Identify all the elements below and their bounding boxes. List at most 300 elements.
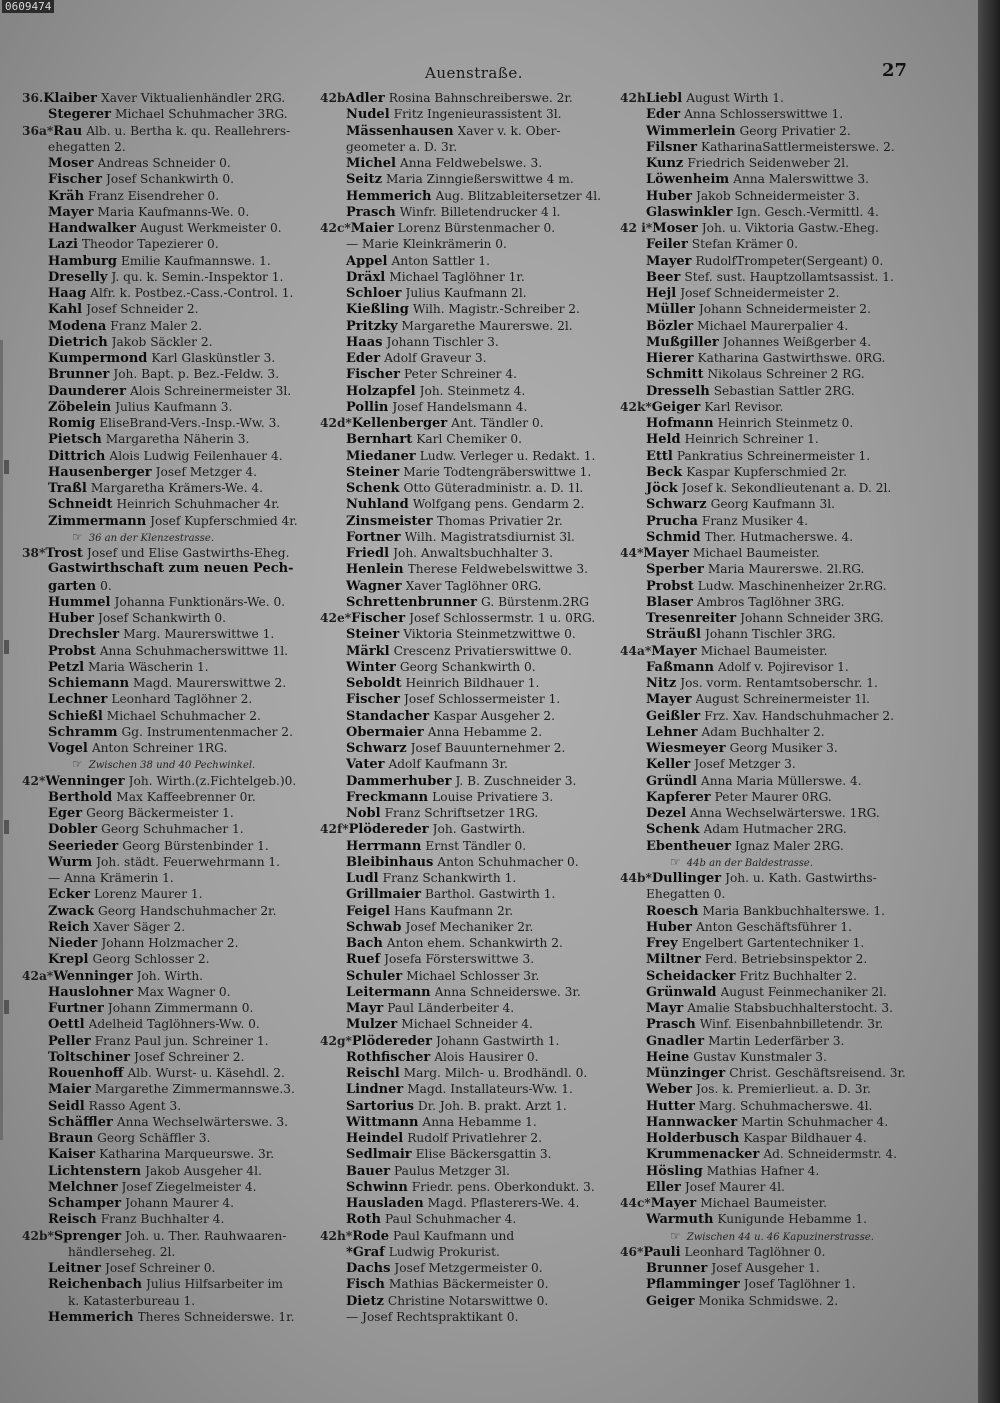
directory-entry <box>620 513 912 529</box>
resident-details: Christine Notarswittwe 0. <box>387 1293 549 1308</box>
resident-surname: Eller <box>646 1179 681 1195</box>
resident-details: Wilh. Magistr.-Schreiber 2. <box>412 302 580 317</box>
directory-entry <box>620 1276 912 1292</box>
directory-entry <box>320 1179 616 1195</box>
resident-details: Christ. Geschäftsreisend. 3r. <box>729 1066 906 1080</box>
resident-surname: Lichtenstern <box>48 1163 142 1179</box>
directory-entry <box>22 1163 314 1179</box>
resident-details: Adolf Graveur 3. <box>384 351 487 365</box>
resident-details: Anna Wechselwärterswe. 3. <box>116 1114 288 1129</box>
directory-entry <box>22 155 314 171</box>
resident-surname: Wimmerlein <box>646 123 736 139</box>
resident-surname: Dezel <box>646 806 687 821</box>
resident-surname: Mayer <box>646 692 692 708</box>
resident-surname: Fischer <box>346 367 400 383</box>
resident-surname: Hemmerich <box>48 1309 134 1325</box>
resident-details: Max Wagner 0. <box>137 984 231 999</box>
resident-details: Nikolaus Schreiner 2 RG. <box>707 367 865 382</box>
resident-details: Paul Länderbeiter 4. <box>387 1001 515 1015</box>
resident-surname: Haag <box>48 286 87 301</box>
directory-entry <box>620 171 912 187</box>
resident-surname: Grünwald <box>646 984 717 1000</box>
resident-details: Therese Feldwebelswittwe 3. <box>407 562 588 577</box>
directory-entry <box>22 789 314 805</box>
resident-surname: Holderbusch <box>646 1131 740 1146</box>
resident-details: Kaspar Bildhauer 4. <box>743 1131 867 1145</box>
directory-entry <box>320 1033 616 1049</box>
directory-entry <box>620 870 912 886</box>
resident-details: Crescenz Privatierswittwe 0. <box>393 643 572 658</box>
resident-surname: Peller <box>48 1033 91 1049</box>
directory-entry <box>320 1146 616 1162</box>
resident-details: August Werkmeister 0. <box>139 221 282 235</box>
resident-details: Julius Kaufmann 3. <box>115 399 233 414</box>
resident-details: Georg Musiker 3. <box>729 741 838 755</box>
directory-entry <box>620 1179 912 1195</box>
resident-surname: Hamburg <box>48 253 117 269</box>
resident-surname: Steiner <box>346 627 400 643</box>
house-number: 46* <box>620 1244 644 1259</box>
resident-surname: Reisch <box>48 1212 97 1228</box>
directory-entry <box>320 496 616 512</box>
directory-entry <box>320 1195 616 1211</box>
resident-details: Johann Tischler 3. <box>386 334 499 349</box>
directory-entry <box>320 513 616 529</box>
resident-details: Rasso Agent 3. <box>88 1098 182 1113</box>
directory-entry <box>22 480 314 496</box>
resident-details: August Schreinermeister 1l. <box>695 692 870 707</box>
directory-entry <box>22 383 314 399</box>
directory-entry <box>320 951 616 967</box>
directory-entry <box>22 675 314 691</box>
resident-surname: Holzapfel <box>346 383 416 399</box>
resident-surname: Hejl <box>646 286 677 301</box>
resident-surname: Schuler <box>346 968 403 984</box>
directory-entry <box>320 269 616 285</box>
resident-surname: Krepl <box>48 952 89 968</box>
resident-surname: Dittrich <box>48 448 106 464</box>
resident-surname: Braun <box>48 1131 94 1146</box>
resident-details: Michael Schuhmacher 3RG. <box>115 107 288 122</box>
resident-surname: Standacher <box>346 708 430 724</box>
resident-details: Johann Maurer 4. <box>125 1196 235 1210</box>
resident-surname: Hemmerich <box>346 188 432 204</box>
resident-details: Ant. Tändler 0. <box>451 416 544 430</box>
directory-entry <box>22 773 314 789</box>
resident-details: Franz Eisendreher 0. <box>88 188 220 203</box>
resident-surname: Liebl <box>645 91 683 106</box>
directory-entry <box>22 659 314 675</box>
directory-entry <box>22 1016 314 1032</box>
resident-surname: Beck <box>646 464 683 480</box>
resident-details: Georg Handschuhmacher 2r. <box>98 903 277 918</box>
resident-surname: Eger <box>48 806 83 821</box>
resident-surname: Handwalker <box>48 221 136 236</box>
directory-entry <box>22 691 314 707</box>
resident-surname: Pritzky <box>346 318 398 334</box>
directory-entry <box>620 561 912 577</box>
directory-entry <box>22 1081 314 1097</box>
directory-entry <box>22 724 314 740</box>
resident-surname: Friedl <box>346 546 390 561</box>
note-text: Zwischen 38 und 40 Pechwinkel. <box>88 760 256 772</box>
resident-details: Alois Ludwig Feilenhauer 4. <box>109 448 283 463</box>
resident-details: Fritz Ingenieurassistent 3l. <box>393 107 562 122</box>
resident-details: Julius Hilfsarbeiter im <box>145 1277 283 1292</box>
resident-details: Joh. u. Kath. Gastwirths- <box>725 871 877 885</box>
resident-surname: Huber <box>646 919 692 935</box>
resident-details: Franz Schankwirth 1. <box>382 871 517 885</box>
house-number: 42e* <box>320 611 352 625</box>
resident-details: August Feinmechaniker 2l. <box>720 984 887 999</box>
resident-surname: Michel <box>346 156 396 171</box>
directory-entry <box>22 1000 314 1016</box>
resident-details: Margaretha Krämers-We. 4. <box>90 481 264 495</box>
directory-entry <box>620 318 912 334</box>
resident-surname: Sedlmair <box>346 1147 412 1163</box>
directory-entry <box>620 773 912 789</box>
resident-details: Maria Bankbuchhalterswe. 1. <box>702 903 886 918</box>
resident-details: — Anna Krämerin 1. <box>48 871 174 885</box>
directory-entry <box>22 610 314 626</box>
resident-details: Ludw. Maschinenheizer 2r.RG. <box>697 578 887 593</box>
section-note <box>22 756 314 772</box>
resident-surname: Traßl <box>48 481 87 496</box>
resident-details: Georg Schankwirth 0. <box>399 659 536 674</box>
resident-surname: Mässenhausen <box>346 123 454 139</box>
directory-entry <box>620 529 912 545</box>
resident-surname: Steiner <box>346 464 400 480</box>
resident-surname: Melchner <box>48 1179 118 1195</box>
resident-surname: Herrmann <box>346 838 422 854</box>
resident-surname: Tresenreiter <box>646 611 737 626</box>
resident-details: Anna Hebamme 1. <box>422 1114 537 1129</box>
house-number: 44c* <box>620 1196 651 1210</box>
directory-entry <box>620 496 912 512</box>
resident-surname: Nuhland <box>346 497 409 513</box>
directory-entry <box>22 1033 314 1049</box>
resident-details: Peter Schreiner 4. <box>403 367 518 382</box>
resident-surname: Mulzer <box>346 1017 398 1033</box>
resident-details: Georg Schäffler 3. <box>97 1131 211 1145</box>
resident-details: Xaver Taglöhner 0RG. <box>405 578 542 593</box>
house-number: 38* <box>22 546 46 560</box>
resident-details: Michael Taglöhner 1r. <box>389 269 525 284</box>
resident-surname: Keller <box>646 757 691 773</box>
resident-details: Gg. Instrumentenmacher 2. <box>121 724 293 739</box>
resident-surname: Winter <box>346 659 396 675</box>
directory-entry <box>22 90 314 106</box>
resident-details: Josef Schneidermeister 2. <box>680 286 840 300</box>
directory-entry <box>320 789 616 805</box>
resident-details: Johanna Funktionärs-We. 0. <box>114 594 286 609</box>
resident-surname: Trost <box>45 546 83 561</box>
resident-details: Ernst Tändler 0. <box>425 838 527 853</box>
resident-details: Josef Ziegelmeister 4. <box>121 1179 257 1194</box>
resident-details: Paul Kaufmann und <box>393 1228 515 1243</box>
directory-entry <box>620 220 912 236</box>
resident-surname: Lehner <box>646 724 698 740</box>
resident-surname: Bauer <box>346 1163 390 1179</box>
resident-surname: Gastwirthschaft zum neuen Pech- <box>48 561 294 577</box>
directory-entry <box>320 204 616 220</box>
resident-details: Paul Schuhmacher 4. <box>384 1212 517 1227</box>
resident-surname: Dullinger <box>651 871 722 886</box>
directory-entry <box>620 1293 912 1309</box>
resident-details: Martin Lederfärber 3. <box>708 1033 845 1048</box>
resident-details: J. qu. k. Semin.-Inspektor 1. <box>111 269 284 284</box>
directory-entry <box>320 301 616 317</box>
resident-surname: Vogel <box>48 741 88 756</box>
resident-details: Josef Schlossermeister 1. <box>403 692 561 707</box>
resident-surname: Nudel <box>346 107 390 123</box>
resident-surname: Daunderer <box>48 383 126 399</box>
resident-surname: Schwarz <box>346 741 407 756</box>
directory-entry <box>320 529 616 545</box>
column-right <box>620 90 912 1309</box>
resident-details: Anna Schlosserswittwe 1. <box>684 107 844 122</box>
resident-details: Ther. Hutmacherswe. 4. <box>704 529 854 544</box>
directory-entry <box>22 431 314 447</box>
directory-entry <box>620 1146 912 1162</box>
resident-details: Margarethe Maurerswe. 2l. <box>401 318 573 333</box>
house-number: 36. <box>22 91 44 105</box>
directory-entry <box>620 236 912 252</box>
resident-details: Johann Schneider 3RG. <box>740 611 884 625</box>
directory-entry <box>22 626 314 642</box>
resident-surname: Sprenger <box>53 1228 122 1244</box>
directory-entry <box>320 1000 616 1016</box>
directory-entry <box>320 561 616 577</box>
house-number: 42h* <box>320 1228 353 1243</box>
resident-surname: Miedaner <box>346 448 416 464</box>
directory-entry <box>320 399 616 415</box>
resident-details: Joh. Gastwirth. <box>432 822 526 837</box>
resident-surname: Plödereder <box>351 1033 432 1049</box>
resident-surname: Mayr <box>346 1001 384 1016</box>
resident-surname: Vater <box>346 757 385 773</box>
directory-entry <box>620 383 912 399</box>
directory-entry <box>620 301 912 317</box>
resident-details: Julius Kaufmann 2l. <box>405 286 527 300</box>
directory-entry <box>22 561 314 577</box>
directory-entry <box>620 464 912 480</box>
directory-entry <box>620 155 912 171</box>
directory-entry <box>320 578 616 594</box>
resident-details: Wolfgang pens. Gendarm 2. <box>412 497 585 512</box>
resident-details: Adam Hutmacher 2RG. <box>703 822 847 837</box>
resident-details: Jos. vorm. Rentamtsoberschr. 1. <box>680 676 878 690</box>
resident-details: Anton Schreiner 1RG. <box>91 741 228 755</box>
resident-details: Josef Bauunternehmer 2. <box>410 741 566 755</box>
resident-details: Joh. u. Ther. Rauhwaaren- <box>125 1228 287 1243</box>
directory-entry <box>320 90 616 106</box>
directory-entry <box>320 480 616 496</box>
resident-details: Adolf Kaufmann 3r. <box>388 757 508 772</box>
resident-surname: Mayer <box>651 643 697 659</box>
resident-surname: Wagner <box>346 578 402 594</box>
resident-details: geometer a. D. 3r. <box>346 139 458 154</box>
resident-details: Kunigunde Hebamme 1. <box>717 1212 867 1227</box>
directory-entry <box>22 1049 314 1065</box>
resident-surname: Bernhart <box>346 432 413 448</box>
resident-details: Franz Maler 2. <box>110 318 203 333</box>
resident-details: Josef Schreiner 0. <box>104 1261 216 1275</box>
resident-surname: Prucha <box>646 513 698 529</box>
resident-surname: Hummel <box>48 594 111 610</box>
directory-entry <box>22 1293 314 1309</box>
directory-entry <box>320 1260 616 1276</box>
resident-details: Jakob Ausgeher 4l. <box>145 1163 262 1178</box>
resident-details: Jos. k. Premierlieut. a. D. 3r. <box>696 1082 871 1097</box>
resident-details: Amalie Stabsbuchhalterstocht. 3. <box>687 1001 894 1015</box>
directory-entry <box>320 773 616 789</box>
resident-surname: Ruef <box>346 952 381 968</box>
resident-details: Josef Schneider 2. <box>86 302 199 317</box>
resident-surname: Adler <box>345 91 385 106</box>
resident-surname: Ludl <box>346 871 379 886</box>
resident-details: Katharina Gastwirthswe. 0RG. <box>697 351 886 365</box>
resident-surname: Glaswinkler <box>646 204 733 220</box>
resident-details: Friedr. pens. Oberkondukt. 3. <box>411 1179 595 1194</box>
house-number: 42c* <box>320 221 351 235</box>
resident-details: Otto Güteradministr. a. D. 1l. <box>403 481 584 495</box>
resident-details: Alb. u. Bertha k. qu. Reallehrers- <box>86 123 291 138</box>
directory-entry <box>22 821 314 837</box>
directory-entry <box>22 870 314 886</box>
directory-entry <box>320 626 616 642</box>
resident-details: Joh. Anwaltsbuchhalter 3. <box>393 546 554 560</box>
resident-details: Ignaz Maler 2RG. <box>735 838 844 853</box>
resident-details: Hans Kaufmann 2r. <box>394 903 514 918</box>
directory-entry <box>320 1211 616 1227</box>
directory-entry <box>320 1244 616 1260</box>
resident-surname: Toltschiner <box>48 1049 130 1065</box>
resident-details: Kaspar Ausgeher 2. <box>433 708 555 723</box>
directory-entry <box>620 691 912 707</box>
directory-entry <box>620 805 912 821</box>
binding-marks <box>0 340 12 1140</box>
resident-surname: Nitz <box>646 676 677 691</box>
resident-surname: Wittmann <box>346 1114 419 1130</box>
resident-details: Maria Zinngießerswittwe 4 m. <box>386 172 574 187</box>
resident-surname: Kapferer <box>646 789 711 805</box>
resident-details: Alfr. k. Postbez.-Cass.-Control. 1. <box>90 286 294 300</box>
directory-entry <box>22 1146 314 1162</box>
directory-entry <box>320 594 616 610</box>
resident-details: Alb. Wurst- u. Käsehdl. 2. <box>127 1066 285 1080</box>
house-number: 42* <box>22 773 46 788</box>
resident-surname: Petzl <box>48 659 85 675</box>
directory-entry <box>620 334 912 350</box>
section-note <box>620 1228 912 1244</box>
directory-entry <box>22 1195 314 1211</box>
resident-details: Josef Maurer 4l. <box>684 1179 785 1194</box>
directory-entry <box>620 935 912 951</box>
directory-entry <box>620 366 912 382</box>
resident-surname: Märkl <box>346 643 390 659</box>
directory-entry <box>320 106 616 122</box>
resident-surname: Held <box>646 432 681 448</box>
directory-entry <box>620 968 912 984</box>
directory-entry <box>22 984 314 1000</box>
resident-surname: Obermaier <box>346 724 424 740</box>
directory-entry <box>22 1228 314 1244</box>
resident-details: Heinrich Schreiner 1. <box>684 432 819 447</box>
directory-entry <box>320 1098 616 1114</box>
directory-entry <box>22 171 314 187</box>
directory-entry <box>620 1260 912 1276</box>
resident-surname: Gründl <box>646 773 697 789</box>
directory-entry <box>320 431 616 447</box>
column-left <box>22 90 314 1325</box>
resident-details: Johann Zimmermann 0. <box>107 1001 254 1015</box>
resident-details: Joh. u. Viktoria Gastw.-Eheg. <box>701 221 879 235</box>
directory-entry <box>320 724 616 740</box>
resident-surname: Prasch <box>646 1017 696 1033</box>
directory-entry <box>22 935 314 951</box>
directory-entry <box>620 659 912 675</box>
running-head: Auenstraße. <box>425 64 524 82</box>
resident-details: Heinrich Steinmetz 0. <box>717 416 854 430</box>
directory-entry <box>320 1228 616 1244</box>
house-number: 42b <box>320 91 346 105</box>
resident-details: Lorenz Bürstenmacher 0. <box>397 221 556 235</box>
directory-entry <box>620 789 912 805</box>
resident-surname: Seidl <box>48 1098 85 1114</box>
resident-surname: Schäffler <box>48 1114 113 1130</box>
directory-entry <box>22 838 314 854</box>
resident-details: Margaretha Näherin 3. <box>105 432 250 447</box>
resident-surname: Brunner <box>646 1261 708 1276</box>
resident-surname: Hutter <box>646 1098 695 1114</box>
directory-entry <box>320 886 616 902</box>
resident-details: Johann Tischler 3RG. <box>704 627 836 642</box>
resident-details: Elise Bäckersgattin 3. <box>415 1147 552 1162</box>
resident-surname: Hierer <box>646 351 694 366</box>
resident-surname: Reischl <box>346 1066 400 1081</box>
resident-surname: Leitermann <box>346 984 431 1000</box>
directory-entry <box>22 415 314 431</box>
note-text: 44b an der Baldestrasse. <box>686 857 814 869</box>
resident-details: Lorenz Maurer 1. <box>93 887 203 902</box>
resident-details: Xaver Viktualienhändler 2RG. <box>101 91 286 105</box>
pointing-hand-icon: ☞ <box>670 1228 681 1243</box>
directory-entry <box>620 90 912 106</box>
directory-entry <box>22 236 314 252</box>
directory-entry <box>22 1244 314 1260</box>
resident-details: Peter Maurer 0RG. <box>714 789 832 804</box>
directory-entry <box>620 984 912 1000</box>
directory-entry <box>320 708 616 724</box>
resident-details: Marg. Schuhmacherswe. 4l. <box>698 1098 873 1113</box>
resident-details: Michael Schneider 4. <box>401 1017 533 1032</box>
resident-surname: Moser <box>652 221 698 236</box>
page-number: 27 <box>882 60 908 81</box>
directory-entry <box>22 643 314 659</box>
house-number: 44* <box>620 546 644 560</box>
resident-details: Ferd. Betriebsinspektor 2. <box>704 952 868 967</box>
directory-entry <box>22 220 314 236</box>
resident-surname: Dreselly <box>48 269 108 285</box>
directory-entry <box>620 480 912 496</box>
directory-entry <box>620 594 912 610</box>
resident-surname: Grillmaier <box>346 887 422 903</box>
resident-surname: Hannwacker <box>646 1114 738 1130</box>
resident-surname: Schwinn <box>346 1179 408 1195</box>
resident-surname: Hösling <box>646 1163 703 1179</box>
directory-entry <box>620 756 912 772</box>
